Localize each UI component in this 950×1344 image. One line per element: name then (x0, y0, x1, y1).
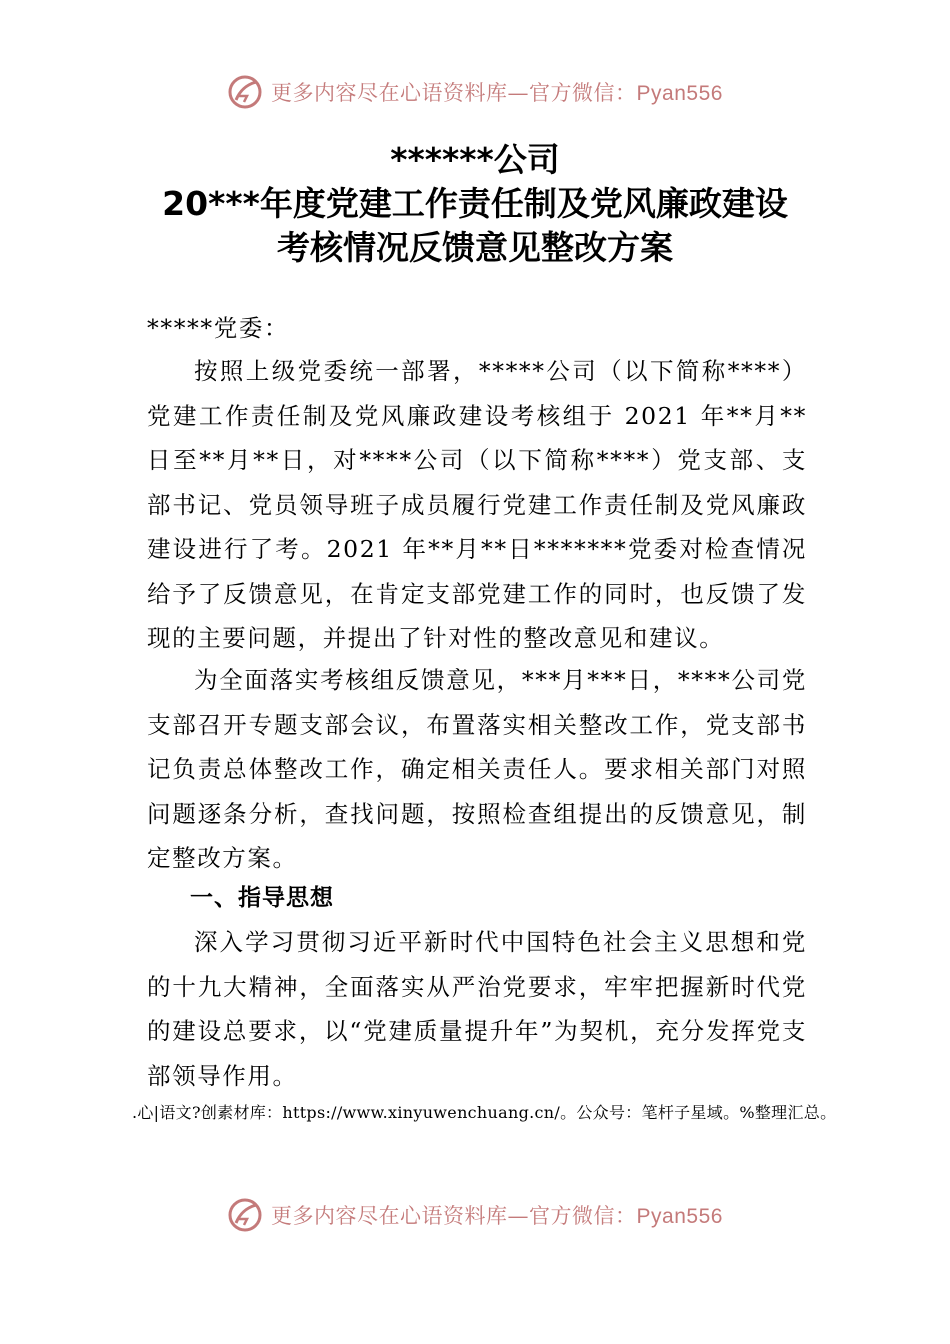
watermark-handle: Pyan556 (636, 1205, 723, 1228)
source-footer: .心|语文?创素材库：https://www.xinyuwenchuang.cn/。公众号：笔杆子星域。%整理汇总。 (132, 1103, 837, 1122)
library-logo-icon (227, 1197, 263, 1233)
section-heading: 一、指导思想 (190, 885, 334, 911)
section-paragraph: 深入学习贯彻习近平新时代中国特色社会主义思想和党的十九大精神，全面落实从严治党要求，牢牢把握新时代党的建设总要求，以“党建质量提升年”为契机，充分发挥党支部领导作用。 (147, 928, 807, 1090)
paragraph-1: 按照上级党委统一部署，*****公司（以下简称****）党建工作责任制及党风廉政建设考核组于 2021 年**月**日至**月**日，对****公司（以下简称****）党支部、支部书记、党员领导班子成员履行党建工作责任制及党风廉政建设进行了考。2021 年**月**日*******党委对检查情况给予了反馈意见，在肯定支部党建工作的同时，也反馈了发现的主要问题，并提出了针对性的整改意见和建议。 (147, 357, 807, 652)
title-line-3: 考核情况反馈意见整改方案 (277, 228, 673, 267)
watermark-text: 更多内容尽在心语资料库—官方微信：Pyan556 (271, 1204, 723, 1228)
title-line-1: ******公司 (390, 140, 560, 179)
top-watermark (0, 72, 950, 112)
watermark-text: 更多内容尽在心语资料库—官方微信：Pyan556 (271, 81, 723, 105)
watermark-handle: Pyan556 (636, 82, 723, 105)
paragraph-2: 为全面落实考核组反馈意见，***月***日，****公司党支部召开专题支部会议，布置落实相关整改工作，党支部书记负责总体整改工作，确定相关责任人。要求相关部门对照问题逐条分析，查找问题，按照检查组提出的反馈意见，制定整改方案。 (147, 666, 807, 872)
title-line-2: 20***年度党建工作责任制及党风廉政建设 (162, 184, 788, 223)
bottom-watermark (0, 1195, 950, 1235)
library-logo-icon (227, 74, 263, 110)
salutation: *****党委： (147, 314, 290, 342)
